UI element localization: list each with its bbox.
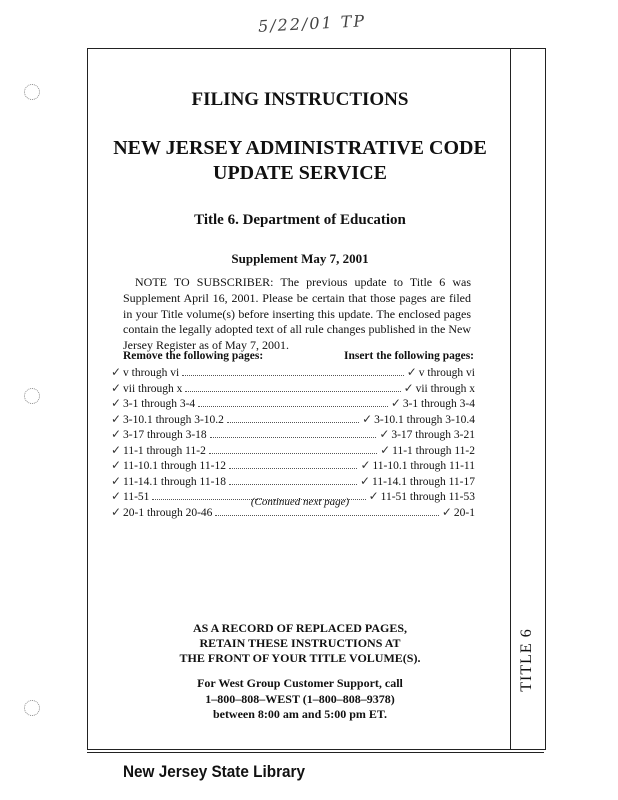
check-mark-icon: ✓ — [360, 473, 371, 488]
check-mark-icon: ✓ — [379, 427, 390, 441]
check-mark-icon: ✓ — [111, 458, 122, 472]
customer-support — [90, 676, 510, 723]
record-notice — [90, 621, 510, 666]
insert-pages: v through vi — [418, 367, 475, 379]
remove-pages: 11-10.1 through 11-12 — [123, 460, 226, 472]
remove-pages: 3-1 through 3-4 — [123, 398, 196, 410]
insert-header: Insert the following pages: — [343, 350, 474, 362]
library-stamp: New Jersey State Library — [123, 762, 305, 781]
check-mark-icon: ✓ — [111, 380, 122, 395]
dot-leader — [229, 467, 358, 469]
title-department: Title 6. Department of Education — [194, 212, 406, 228]
tab-label: TITLE 6 — [518, 628, 535, 692]
code-title-line1: NEW JERSEY ADMINISTRATIVE CODE — [113, 137, 487, 159]
remove-pages: vii through x — [123, 382, 183, 395]
dot-leader — [198, 405, 388, 407]
remove-pages: 11-1 through 11-2 — [123, 444, 206, 457]
table-row — [111, 412, 475, 428]
table-row — [111, 474, 475, 490]
check-mark-icon: ✓ — [111, 411, 122, 426]
check-mark-icon: ✓ — [111, 473, 122, 488]
check-mark-icon: ✓ — [111, 365, 122, 379]
handwritten-date-note: 5/22/01 TP — [257, 11, 367, 36]
insert-pages: vii through x — [415, 382, 475, 395]
dot-leader — [185, 390, 400, 392]
insert-pages: 11-10.1 through 11-11 — [372, 460, 475, 472]
insert-pages: 3-17 through 3-21 — [391, 429, 475, 441]
insert-pages: 20-1 — [453, 506, 475, 519]
check-mark-icon: ✓ — [111, 427, 122, 441]
page-border-rule — [87, 752, 544, 753]
insert-pages: 3-1 through 3-4 — [402, 398, 475, 410]
check-mark-icon: ✓ — [441, 504, 452, 519]
check-mark-icon: ✓ — [111, 504, 122, 519]
table-row — [111, 381, 475, 397]
check-mark-icon: ✓ — [406, 365, 417, 379]
remove-pages: 11-14.1 through 11-18 — [123, 475, 226, 488]
table-row — [111, 427, 475, 443]
check-mark-icon: ✓ — [111, 396, 122, 410]
dot-leader — [227, 421, 359, 423]
check-mark-icon: ✓ — [368, 489, 379, 503]
continued-note: (Continued next page) — [250, 496, 350, 508]
record-line2: RETAIN THESE INSTRUCTIONS AT — [199, 636, 401, 650]
support-line2: 1–800–808–WEST (1–800–808–9378) — [205, 691, 395, 706]
check-mark-icon: ✓ — [111, 489, 122, 503]
check-mark-icon: ✓ — [390, 396, 401, 410]
check-mark-icon: ✓ — [362, 411, 373, 426]
subscriber-note-text: NOTE TO SUBSCRIBER: The previous update to Title 6 was Supplement April 16, 2001. Please be certain that those pages are filed in your Title volume(s) before inserting this update. The enclosed pages contain the legally adopted text of all rule changes published in the New Jersey Register as of May 7, 2001. — [123, 275, 471, 353]
punch-hole-bottom — [24, 700, 40, 716]
table-row — [111, 365, 475, 381]
remove-pages: 20-1 through 20-46 — [123, 506, 213, 519]
code-title — [90, 136, 510, 186]
remove-pages: 11-51 — [123, 491, 150, 503]
check-mark-icon: ✓ — [111, 442, 122, 457]
insert-pages: 11-1 through 11-2 — [392, 444, 475, 457]
page-heading: FILING INSTRUCTIONS — [191, 89, 409, 110]
remove-pages: 3-17 through 3-18 — [123, 429, 207, 441]
insert-pages: 3-10.1 through 3-10.4 — [374, 413, 475, 426]
support-line1: For West Group Customer Support, call — [197, 676, 403, 690]
punch-hole-top — [24, 84, 40, 100]
dot-leader — [229, 483, 357, 485]
supplement-date: Supplement May 7, 2001 — [231, 251, 369, 266]
support-line3: between 8:00 am and 5:00 pm ET. — [212, 707, 388, 721]
table-row — [111, 443, 475, 459]
record-line1: AS A RECORD OF REPLACED PAGES, — [192, 621, 408, 635]
check-mark-icon: ✓ — [403, 380, 414, 395]
dot-leader — [182, 374, 404, 376]
code-title-line2: UPDATE SERVICE — [213, 162, 387, 184]
subscriber-note — [123, 275, 471, 354]
table-row — [111, 458, 475, 474]
check-mark-icon: ✓ — [360, 458, 371, 472]
insert-pages: 11-14.1 through 11-17 — [372, 475, 475, 488]
remove-header: Remove the following pages: — [123, 350, 264, 362]
dot-leader — [209, 452, 377, 454]
record-line3: THE FRONT OF YOUR TITLE VOLUME(S). — [179, 651, 421, 665]
check-mark-icon: ✓ — [380, 442, 391, 457]
dot-leader — [210, 436, 377, 438]
remove-pages: 3-10.1 through 3-10.2 — [123, 413, 224, 426]
punch-hole-middle — [24, 388, 40, 404]
dot-leader — [215, 514, 438, 516]
insert-pages: 11-51 through 11-53 — [380, 491, 475, 503]
remove-pages: v through vi — [123, 367, 180, 379]
table-row — [111, 396, 475, 412]
